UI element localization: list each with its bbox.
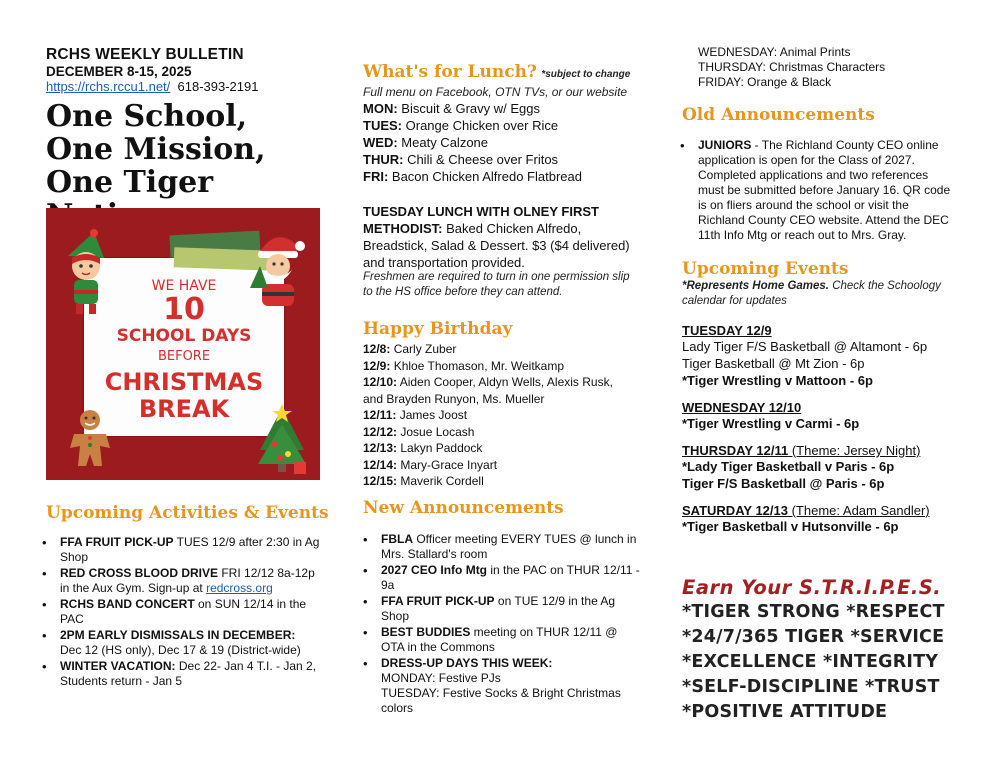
list-item: • 2027 CEO Info Mtg in the PAC on THUR 12/11 - 9a bbox=[363, 563, 643, 593]
list-item: 12/8: Carly Zuber bbox=[363, 342, 457, 356]
stripes-title: Earn Your S.T.R.I.P.E.S. bbox=[682, 576, 942, 599]
lunch-special-note: Freshmen are required to turn in one permission slip to the HS office before they can attend. bbox=[363, 271, 630, 298]
event-theme: (Theme: Adam Sandler) bbox=[787, 503, 930, 518]
new-announcements-list bbox=[363, 532, 643, 717]
list-item: • FFA FRUIT PICK-UP TUES 12/9 after 2:30 in Ag Shop bbox=[42, 535, 320, 565]
list-item: THURSDAY: Christmas Characters bbox=[698, 60, 886, 74]
bulletin-dates: DECEMBER 8-15, 2025 bbox=[46, 64, 192, 79]
birthday-title: Happy Birthday bbox=[363, 319, 513, 339]
lunch-day: THUR: Chili & Cheese over Fritos bbox=[363, 152, 559, 167]
list-item: 12/11: James Joost bbox=[363, 408, 468, 422]
motto-line: One Mission, bbox=[46, 132, 266, 167]
list-item: • RCHS BAND CONCERT on SUN 12/14 in the PAC bbox=[42, 597, 320, 627]
lunch-day: WED: Meaty Calzone bbox=[363, 135, 489, 150]
list-item: 12/13: Lakyn Paddock bbox=[363, 441, 483, 455]
events-list bbox=[682, 323, 960, 535]
list-item: • 2PM EARLY DISMISSALS IN DECEMBER: Dec 12 (HS only), Dec 17 & 19 (District-wide) bbox=[42, 628, 320, 658]
poster-days-count: 10 bbox=[163, 292, 205, 327]
old-announcements-title: Old Announcements bbox=[682, 105, 875, 125]
lunch-special: TUESDAY LUNCH WITH OLNEY FIRST METHODIST: Baked Chicken Alfredo, Breadstick, Salad & Dessert. $3 ($4 delivered) and transportation provided. bbox=[363, 204, 630, 270]
event-item: *Tiger Wrestling v Mattoon - 6p bbox=[682, 373, 873, 388]
list-item: • JUNIORS - The Richland County CEO online application is open for the Class of 2027. Completed applications and two references must be submitted before January 16. QR code is on fliers around the school or visit the Richland County CEO website. Attend the DEC 11th Info Mtg or reach out to Mrs. Gray. bbox=[680, 138, 952, 243]
activities-list bbox=[42, 535, 320, 690]
event-item: *Tiger Basketball v Hutsonville - 6p bbox=[682, 519, 899, 534]
event-day-group bbox=[682, 443, 960, 492]
bulletin-contact bbox=[46, 79, 258, 94]
list-item: 12/12: Josue Locash bbox=[363, 424, 475, 439]
lunch-day: TUES: Orange Chicken over Rice bbox=[363, 118, 559, 133]
list-item: • RED CROSS BLOOD DRIVE FRI 12/12 8a-12p in the Aux Gym. Sign-up at redcross.org bbox=[42, 566, 320, 596]
lunch-day: MON: Biscuit & Gravy w/ Eggs bbox=[363, 101, 541, 116]
stripes-line: *24/7/365 TIGER *SERVICE bbox=[682, 627, 945, 647]
stripes-line: *SELF-DISCIPLINE *TRUST bbox=[682, 677, 940, 697]
lunch-header bbox=[363, 62, 630, 82]
school-website-link[interactable]: https://rchs.rccu1.net/ bbox=[46, 79, 171, 94]
event-day-heading: WEDNESDAY 12/10 bbox=[682, 400, 802, 415]
stripes-line: *EXCELLENCE *INTEGRITY bbox=[682, 652, 939, 672]
event-item: Tiger F/S Basketball @ Paris - 6p bbox=[682, 476, 885, 491]
stripes-values bbox=[682, 600, 945, 725]
list-item: • DRESS-UP DAYS THIS WEEK: MONDAY: Festive PJs TUESDAY: Festive Socks & Bright Christmas colors bbox=[363, 656, 643, 716]
list-item: 12/10: Aiden Cooper, Aldyn Wells, Alexis Rusk, and Brayden Runyon, Ms. Mueller bbox=[363, 375, 613, 406]
event-theme: (Theme: Jersey Night) bbox=[788, 443, 921, 458]
event-day-heading: THURSDAY 12/11 bbox=[682, 443, 789, 458]
poster-line: CHRISTMAS bbox=[104, 368, 264, 396]
list-item: • FBLA Officer meeting EVERY TUES @ lunch in Mrs. Stallard's room bbox=[363, 532, 643, 562]
poster-line: SCHOOL DAYS bbox=[116, 326, 252, 346]
christmas-countdown-poster bbox=[46, 208, 320, 480]
list-item: FRIDAY: Orange & Black bbox=[698, 75, 832, 89]
event-day-group bbox=[682, 400, 960, 432]
lunch-note: *subject to change bbox=[541, 69, 631, 80]
list-item: WEDNESDAY: Animal Prints bbox=[698, 45, 851, 59]
birthday-list bbox=[363, 341, 633, 490]
event-item: Lady Tiger F/S Basketball @ Altamont - 6p bbox=[682, 339, 928, 354]
list-item: 12/9: Khloe Thomason, Mr. Weitkamp bbox=[363, 358, 564, 373]
new-announcements-title: New Announcements bbox=[363, 498, 564, 518]
lunch-title: What's for Lunch? bbox=[363, 62, 537, 82]
stripes-line: *POSITIVE ATTITUDE bbox=[682, 702, 888, 722]
list-item: • BEST BUDDIES meeting on THUR 12/11 @ OTA in the Commons bbox=[363, 625, 643, 655]
upcoming-events-title: Upcoming Events bbox=[682, 259, 849, 279]
event-item: Tiger Basketball @ Mt Zion - 6p bbox=[682, 356, 865, 371]
dress-up-continued bbox=[698, 45, 958, 90]
lunch-day: FRI: Bacon Chicken Alfredo Flatbread bbox=[363, 169, 582, 184]
event-item: *Lady Tiger Basketball v Paris - 6p bbox=[682, 459, 895, 474]
poster-line: BEFORE bbox=[157, 349, 211, 364]
event-item: *Tiger Wrestling v Carmi - 6p bbox=[682, 416, 860, 431]
lunch-menu-note: Full menu on Facebook, OTN TVs, or our website bbox=[363, 85, 628, 99]
redcross-link[interactable]: redcross.org bbox=[206, 581, 273, 595]
school-phone: 618-393-2191 bbox=[177, 79, 259, 94]
stripes-line: *TIGER STRONG *RESPECT bbox=[682, 602, 945, 622]
motto-line: One Tiger bbox=[46, 165, 214, 200]
gingerbread-icon bbox=[64, 408, 116, 470]
activities-title: Upcoming Activities & Events bbox=[46, 503, 329, 523]
christmas-tree-icon bbox=[254, 404, 310, 476]
events-note: *Represents Home Games. Check the Schoology calendar for updates bbox=[682, 280, 941, 307]
list-item: • WINTER VACATION: Dec 22- Jan 4 T.I. - Jan 2, Students return - Jan 5 bbox=[42, 659, 320, 689]
poster-line: BREAK bbox=[138, 395, 230, 423]
event-day-group bbox=[682, 323, 960, 389]
list-item: • FFA FRUIT PICK-UP on TUE 12/9 in the Ag Shop bbox=[363, 594, 643, 624]
santa-icon bbox=[246, 226, 312, 316]
lunch-menu bbox=[363, 100, 648, 185]
old-announcements-list bbox=[680, 138, 952, 244]
poster-line: WE HAVE bbox=[151, 278, 217, 294]
event-day-group bbox=[682, 503, 960, 535]
event-day-heading: TUESDAY 12/9 bbox=[682, 323, 772, 338]
elf-icon bbox=[56, 228, 116, 318]
motto-line: One School, bbox=[46, 99, 248, 134]
bulletin-title: RCHS WEEKLY BULLETIN bbox=[46, 46, 244, 63]
list-item: 12/14: Mary-Grace Inyart bbox=[363, 457, 498, 472]
event-day-heading: SATURDAY 12/13 bbox=[682, 503, 788, 518]
list-item: 12/15: Maverik Cordell bbox=[363, 474, 484, 488]
